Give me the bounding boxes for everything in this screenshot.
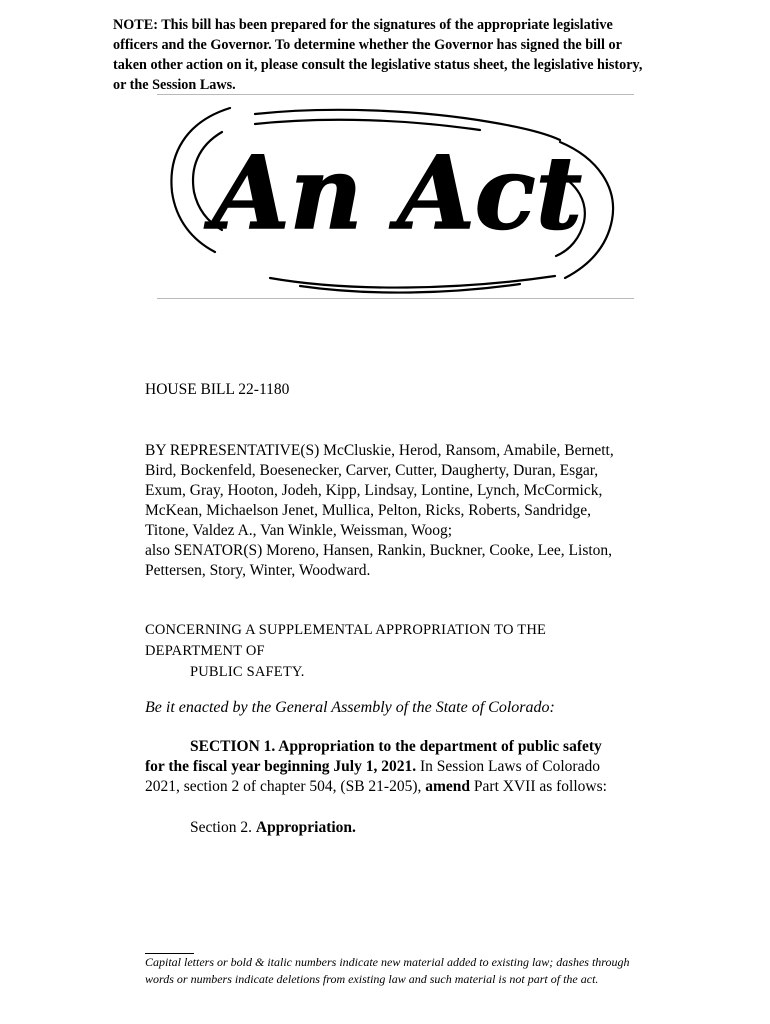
bill-title-line: PUBLIC SAFETY.: [190, 664, 305, 680]
bill-title: [145, 620, 630, 683]
sponsors-block: [145, 441, 630, 581]
sponsor-line: also SENATOR(S) Moreno, Hansen, Rankin, Buckner, Cooke, Lee, Liston,: [145, 542, 613, 559]
section-1: [145, 737, 630, 797]
sponsor-line: Titone, Valdez A., Van Winkle, Weissman, Woog;: [145, 522, 453, 539]
section-1-text: In Session Laws of Colorado: [416, 758, 600, 775]
section-1-heading-cont: for the fiscal year beginning July 1, 2021.: [145, 758, 417, 775]
section-1-text: Part XVII as follows:: [470, 778, 607, 795]
an-act-logo: [160, 100, 635, 296]
signature-note: NOTE: This bill has been prepared for the signatures of the appropriate legislative officers and the Governor. To determine whether the Governor has signed the bill or taken other action on it, please consult the legislative status sheet, the legislative history, or the Session Laws.: [113, 17, 643, 93]
section-1-heading: SECTION 1. Appropriation to the department of public safety: [190, 738, 602, 755]
top-flourish-inner: [255, 120, 480, 130]
enacting-clause: Be it enacted by the General Assembly of the State of Colorado:: [145, 699, 555, 716]
section-2-label: Section 2.: [190, 819, 256, 836]
bottom-divider: [157, 298, 634, 299]
sponsor-line: Exum, Gray, Hooton, Jodeh, Kipp, Lindsay, Lontine, Lynch, McCormick,: [145, 482, 603, 499]
bill-number: HOUSE BILL 22-1180: [145, 381, 290, 398]
section-1-text: 2021, section 2 of chapter 504, (SB 21-205),: [145, 778, 426, 795]
sponsor-line: McKean, Michaelson Jenet, Mullica, Pelton, Ricks, Roberts, Sandridge,: [145, 502, 591, 519]
footnote: Capital letters or bold & italic numbers indicate new material added to existing law; dashes through words or numbers indicate deletions from existing law and such material is not part of the act.: [145, 955, 630, 986]
section-2-title: Appropriation.: [255, 819, 356, 836]
an-act-lettering: An Act: [212, 134, 582, 252]
sponsor-line: Bird, Bockenfeld, Boesenecker, Carver, Cutter, Daugherty, Duran, Esgar,: [145, 462, 599, 479]
sponsor-line: BY REPRESENTATIVE(S) McCluskie, Herod, Ransom, Amabile, Bernett,: [145, 442, 614, 459]
section-2: [190, 818, 356, 838]
bill-title-line: CONCERNING A SUPPLEMENTAL APPROPRIATION TO THE DEPARTMENT OF: [145, 622, 547, 659]
top-divider: [157, 94, 634, 95]
amend-keyword: amend: [425, 778, 471, 795]
sponsor-line: Pettersen, Story, Winter, Woodward.: [145, 562, 371, 579]
